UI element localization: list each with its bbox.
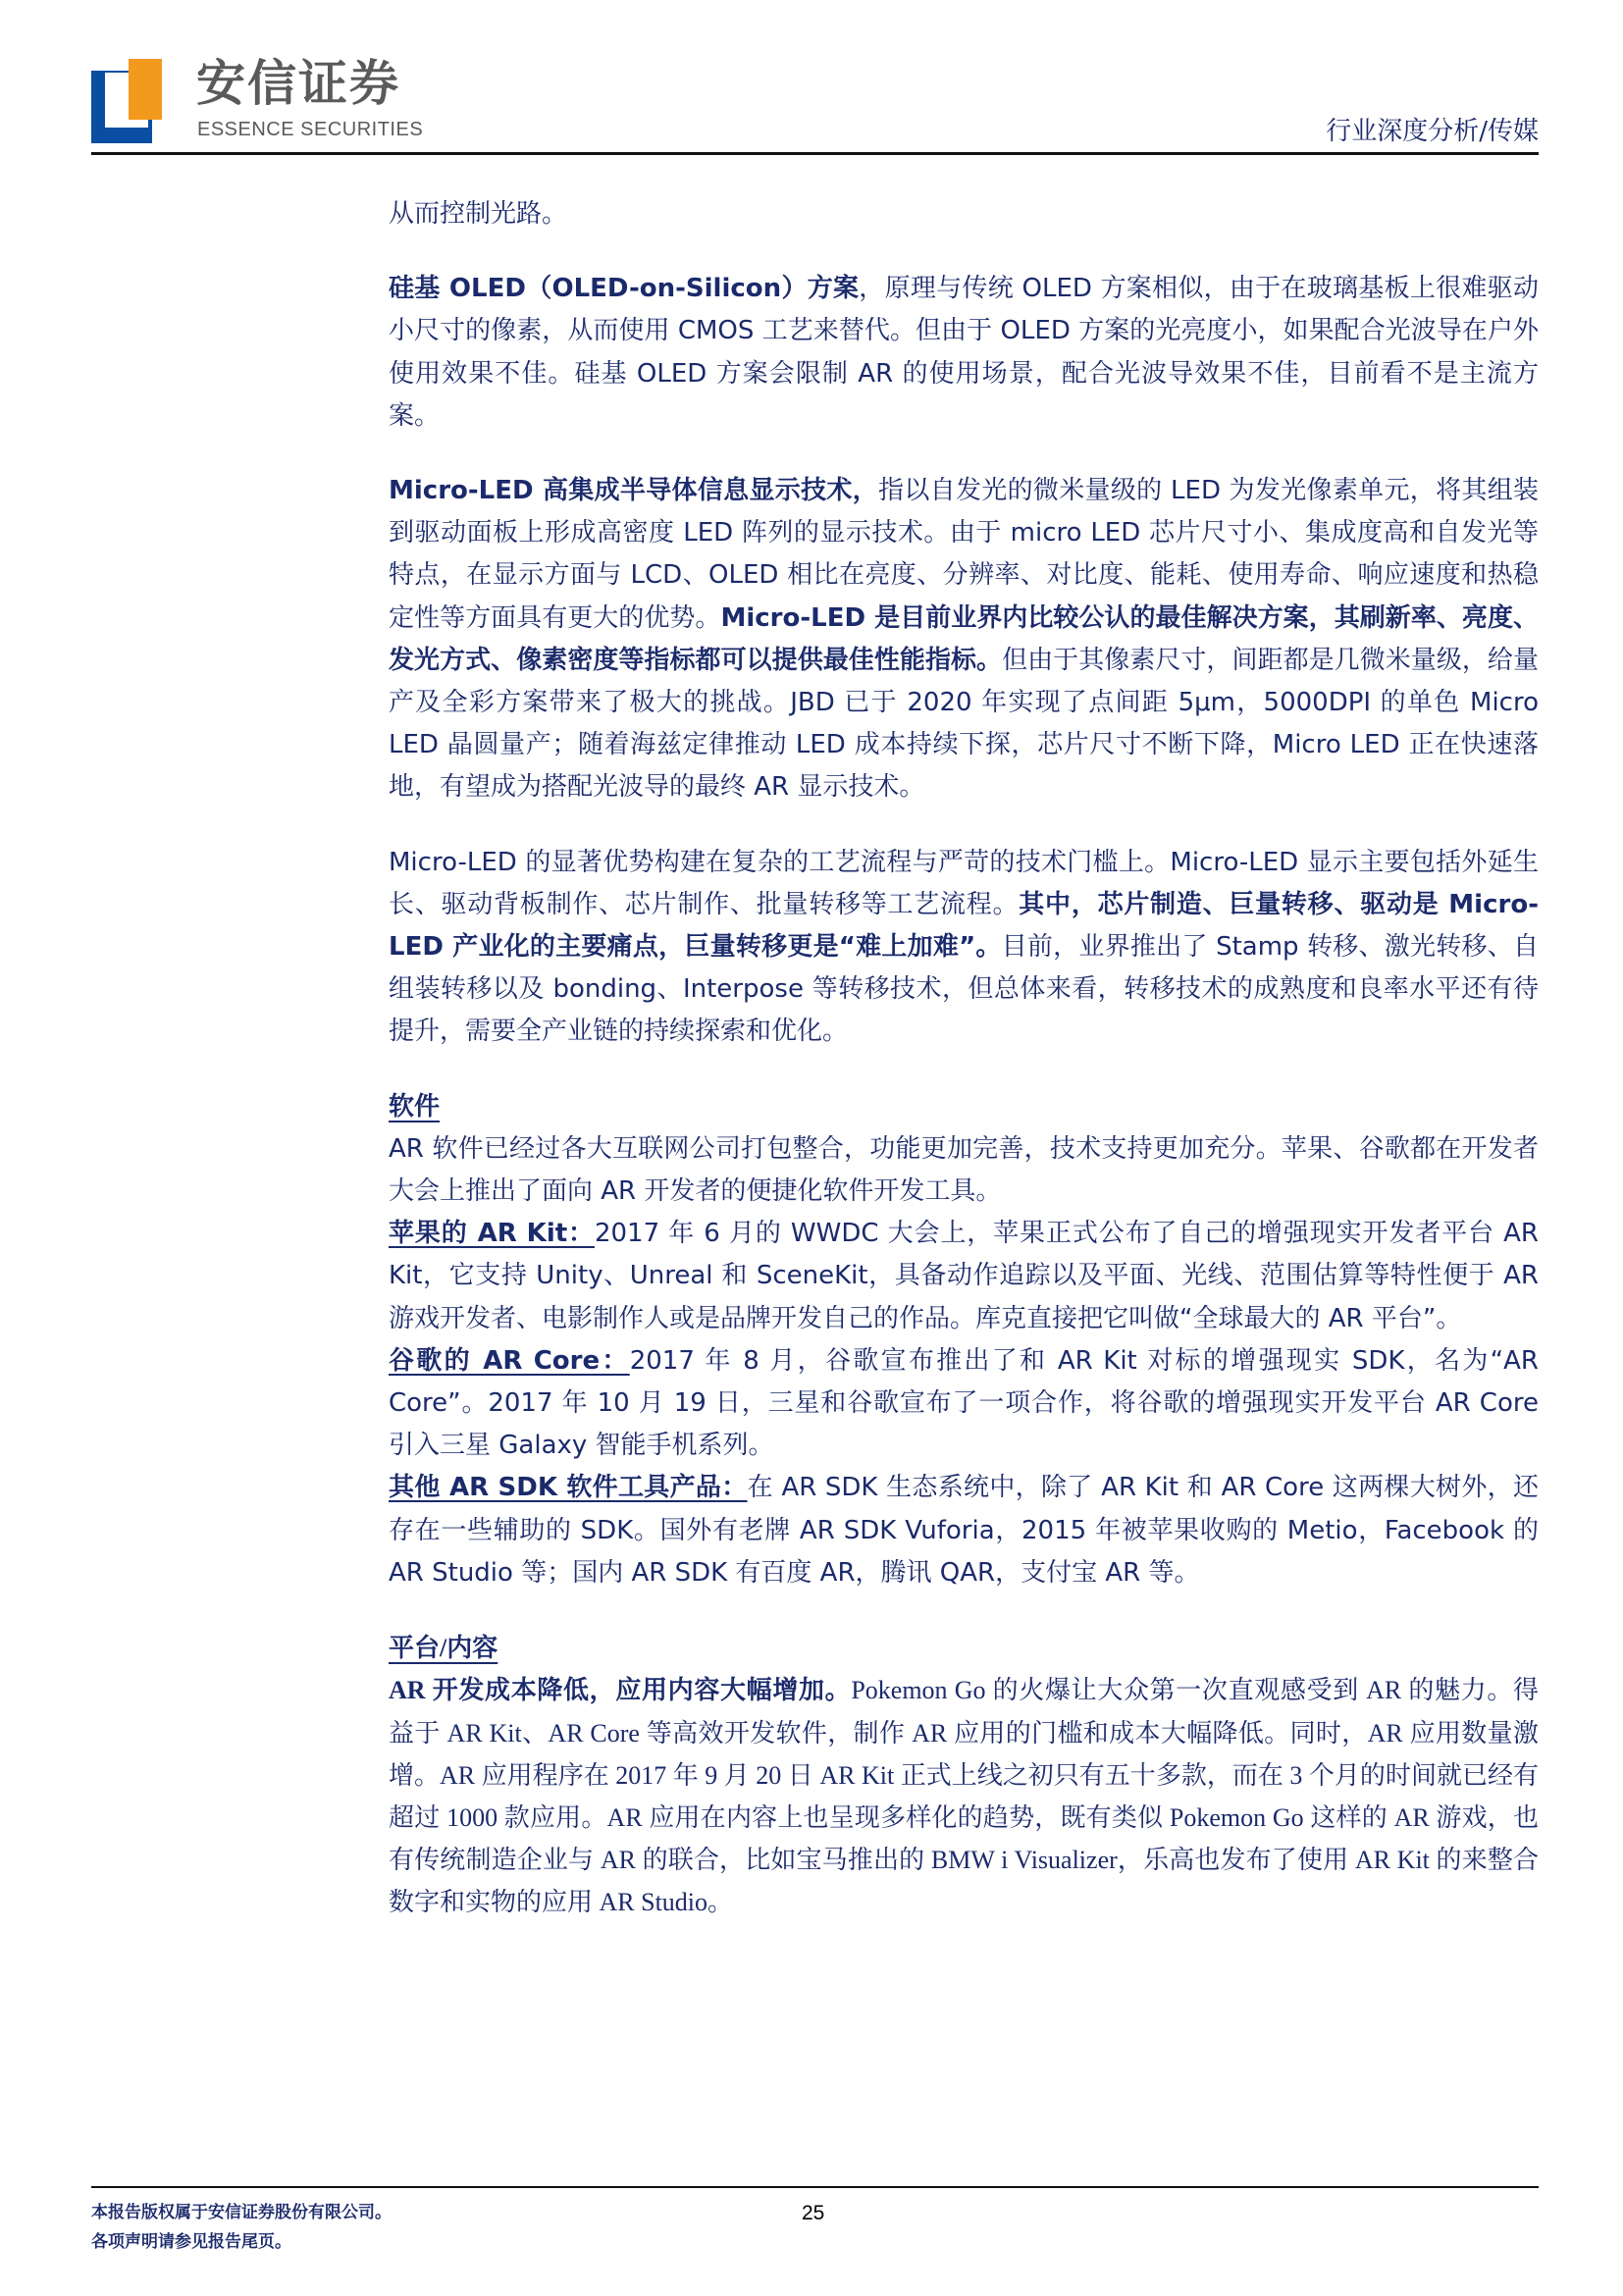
paragraph [389,470,1539,809]
section-heading: 平台/内容 [389,1634,498,1663]
footer-notes [91,2198,392,2257]
page-number: 25 [802,2202,825,2224]
subheading-run: 苹果的 AR Kit： [389,1219,595,1249]
brand-name-en: ESSENCE SECURITIES [197,119,424,140]
text-run: 2017 年 8 月，谷歌宣布推出了和 AR Kit 对标的增强现实 SDK，名为“AR Core”。2017 年 10 月 19 日，三星和谷歌宣布了一项合作，将谷歌的增强现实开发平台 AR Core 引入三星 Galaxy 智能手机系列。 [389,1345,1539,1461]
report-category: 行业深度分析/传媒 [1326,117,1539,146]
paragraph [389,1128,1539,1213]
text-run: 目前，业界推出了 Stamp 转移、激光转移、自组装转移以及 bonding、Interpose 等转移技术，但总体来看，转移技术的成熟度和良率水平还有待提升，需要全产业链的持续探索和优化。 [389,932,1539,1047]
copyright-note: 本报告版权属于安信证券股份有限公司。 [91,2203,392,2222]
text-run: Pokemon Go 的火爆让大众第一次直观感受到 AR 的魅力。得益于 AR Kit、AR Core 等高效开发软件，制作 AR 应用的门槛和成本大幅降低。同时，AR 应用数量激增。AR 应用程序在 2017 年 9 月 20 日 AR Kit 正式上线之初只有五十多款，而在 3 个月的时间就已经有超过 1000 款应用。AR 应用在内容上也呈现多样化的趋势，既有类似 Pokemon Go 这样的 AR 游戏，也有传统制造企业与 AR 的联合，比如宝马推出的 BMW i Visualizer，乐高也发布了使用 AR Kit 的来整合数字和实物的应用 AR Studio。 [389,1676,1539,1917]
text-block [389,268,1539,438]
section-heading: 软件 [389,1091,441,1122]
header-divider [91,152,1539,155]
text-run: 2017 年 6 月的 WWDC 大会上，苹果正式公布了自己的增强现实开发者平台 AR Kit，它支持 Unity、Unreal 和 SceneKit，具备动作追踪以及平面、光线、范围估算等特性便于 AR 游戏开发者、电影制作人或是品牌开发自己的作品。库克直接把它叫做“全球最大的 AR 平台”。 [389,1219,1539,1333]
text-block [389,193,1539,235]
text-block [389,842,1539,1054]
subheading-run: 谷歌的 AR Core： [389,1345,630,1376]
bold-text-run: 其中，芯片制造、巨量转移、驱动是 Micro-LED 产业化的主要痛点，巨量转移更是“难上加难”。 [389,889,1539,963]
text-run: AR 软件已经过各大互联网公司打包整合，功能更加完善，技术支持更加充分。苹果、谷歌都在开发者大会上推出了面向 AR 开发者的便捷化软件开发工具。 [389,1133,1539,1207]
text-run: 但由于其像素尺寸，间距都是几微米量级，给量产及全彩方案带来了极大的挑战。JBD 已于 2020 年实现了点间距 5μm，5000DPI 的单色 Micro LED 晶圆量产；随着海兹定律推动 LED 成本持续下探，芯片尺寸不断下降，Micro LED 正在快速落地，有望成为搭配光波导的最终 AR 显示技术。 [389,645,1539,803]
platform-content-section [389,1627,1539,1923]
text-run: 在 AR SDK 生态系统中，除了 AR Kit 和 AR Core 这两棵大树外，还存在一些辅助的 SDK。国外有老牌 AR SDK Vuforia，2015 年被苹果收购的 Metio，Facebook 的 AR Studio 等；国内 AR SDK 有百度 AR，腾讯 QAR，支付宝 AR 等。 [389,1473,1539,1588]
text-block [389,470,1539,809]
bold-text-run: Micro-LED 是目前业界内比较公认的最佳解决方案，其刷新率、亮度、发光方式、像素密度等指标都可以提供最佳性能指标。 [389,602,1539,675]
disclaimer-note: 各项声明请参见报告尾页。 [91,2232,291,2252]
text-run: Micro-LED 的显著优势构建在复杂的工艺流程与严苛的技术门槛上。Micro-LED 显示主要包括外延生长、驱动背板制作、芯片制作、批量转移等工艺流程。 [389,847,1539,919]
bold-text-run: 硅基 OLED（OLED-on-Silicon）方案 [389,274,860,304]
paragraph [389,1467,1539,1594]
paragraph [389,842,1539,1054]
page-footer [0,2186,1623,2296]
brand-name-cn: 安信证券 [196,55,400,112]
software-section [389,1086,1539,1594]
text-run: 指以自发光的微米量级的 LED 为发光像素单元，将其组装到驱动面板上形成高密度 LED 阵列的显示技术。由于 micro LED 芯片尺寸小、集成度高和自发光等特点，在显示方面与 LCD、OLED 相比在亮度、分辨率、对比度、能耗、使用寿命、响应速度和热稳定性等方面具有更大的优势。 [389,476,1540,633]
paragraph [389,1340,1539,1468]
text-run: 从而控制光路。 [389,199,568,229]
paragraph [389,1213,1539,1340]
text-run: ，原理与传统 OLED 方案相似，由于在玻璃基板上很难驱动小尺寸的像素，从而使用 CMOS 工艺来替代。但由于 OLED 方案的光亮度小，如果配合光波导在户外使用效果不佳。硅基 OLED 方案会限制 AR 的使用场景，配合光波导效果不佳，目前看不是主流方案。 [389,274,1539,431]
company-logo [91,59,170,143]
footer-divider [91,2186,1539,2188]
subheading-run: 其他 AR SDK 软件工具产品： [389,1473,748,1503]
paragraph [389,268,1539,438]
bold-text-run: AR 开发成本降低，应用内容大幅增加。 [389,1676,852,1705]
paragraph [389,1669,1539,1923]
paragraph [389,193,1539,235]
bold-text-run: Micro-LED 高集成半导体信息显示技术， [389,476,879,506]
